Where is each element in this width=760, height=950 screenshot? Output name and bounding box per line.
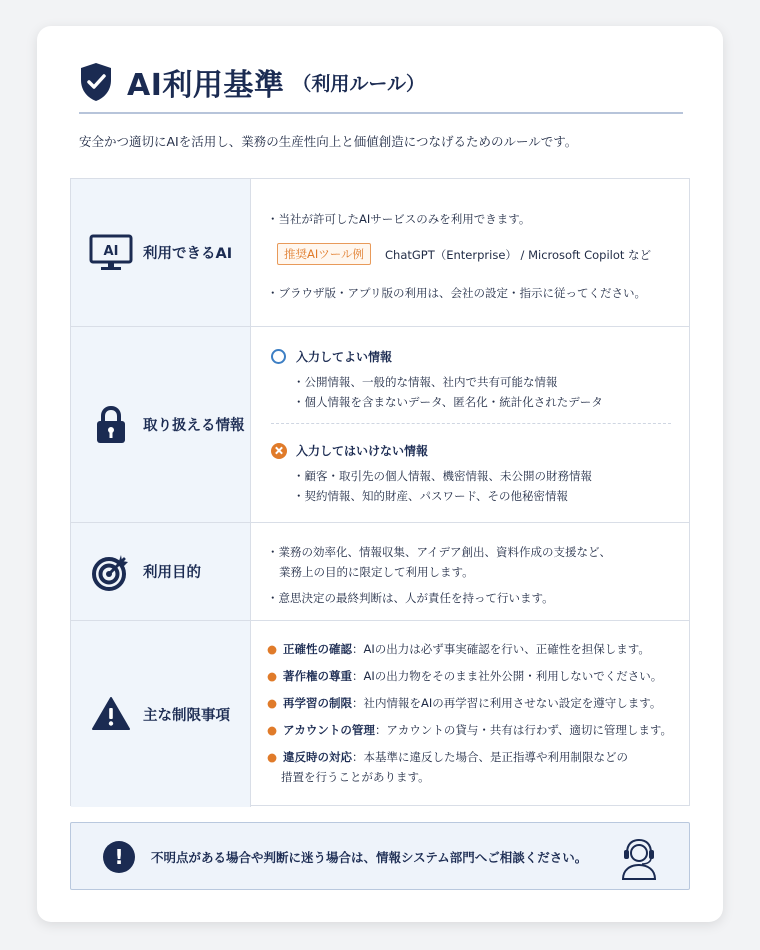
restriction-term: 再学習の制限	[283, 696, 353, 710]
row-restrictions	[71, 621, 689, 807]
exclamation-icon: !	[103, 841, 135, 873]
row-information	[71, 327, 689, 523]
warning-icon	[89, 694, 133, 734]
row-label: 主な制限事項	[143, 707, 230, 724]
restriction-text: ：社内情報をAIの再学習に利用させない設定を遵守します。	[352, 696, 662, 710]
row-purpose	[71, 523, 689, 621]
allowed-info-heading	[271, 348, 392, 365]
row-content-cell	[251, 327, 689, 522]
forbidden-item: ・契約情報、知的財産、パスワード、その他秘密情報	[293, 489, 568, 503]
restriction-item: ● アカウントの管理：アカウントの貸与・共有は行わず、適切に管理します。	[267, 723, 672, 737]
row-content-cell	[251, 523, 689, 620]
title-divider	[79, 112, 683, 114]
restriction-term: 違反時の対応	[283, 750, 353, 764]
allowed-info-title: 入力してよい情報	[296, 350, 393, 364]
bullet-line: ・当社が許可したAIサービスのみを利用できます。	[267, 212, 531, 226]
recommended-tools-tag: 推奨AIツール例	[277, 243, 371, 265]
section-divider	[271, 423, 671, 424]
restriction-text: ：本基準に違反した場合、是正指導や利用制限などの	[352, 750, 629, 764]
restriction-item: ● 違反時の対応：本基準に違反した場合、是正指導や利用制限などの	[267, 750, 629, 764]
row-label: 利用できるAI	[143, 246, 233, 262]
row-label-cell	[71, 327, 251, 522]
bullet-line: ・業務の効率化、情報収集、アイデア創出、資料作成の支援など、	[267, 545, 611, 559]
bullet-line: ・ブラウザ版・アプリ版の利用は、会社の設定・指示に従ってください。	[267, 286, 647, 300]
svg-text:AI: AI	[103, 243, 119, 259]
row-label: 取り扱える情報	[143, 418, 245, 434]
restriction-item: ● 著作権の尊重：AIの出力物をそのまま社外公開・利用しないでください。	[267, 669, 663, 683]
page-subtitle: （利用ルール）	[292, 72, 426, 95]
bullet-line-continued: 業務上の目的に限定して利用します。	[279, 565, 474, 579]
forbidden-info-title: 入力してはいけない情報	[296, 444, 429, 458]
restriction-text: ：AIの出力物をそのまま社外公開・利用しないでください。	[352, 669, 663, 683]
row-label-cell	[71, 621, 251, 807]
restriction-text: ：AIの出力は必ず事実確認を行い、正確性を担保します。	[352, 642, 650, 656]
bullet-line: ・意思決定の最終判断は、人が責任を持って行います。	[267, 591, 554, 605]
row-label-cell	[71, 523, 251, 620]
intro-text: 安全かつ適切にAIを活用し、業務の生産性向上と価値創造につなげるためのルールです。	[79, 134, 578, 149]
restriction-item: ● 正確性の確認：AIの出力は必ず事実確認を行い、正確性を担保します。	[267, 642, 650, 656]
tools-list: ChatGPT（Enterprise） / Microsoft Copilot など	[385, 248, 652, 262]
page-title: AI利用基準	[127, 68, 285, 103]
restriction-term: 正確性の確認	[283, 642, 353, 656]
row-content-cell	[251, 621, 689, 807]
restriction-item: ● 再学習の制限：社内情報をAIの再学習に利用させない設定を遵守します。	[267, 696, 662, 710]
page-header	[79, 60, 425, 104]
row-usable-ai	[71, 179, 689, 327]
forbidden-item: ・顧客・取引先の個人情報、機密情報、未公開の財務情報	[293, 469, 592, 483]
support-agent-icon	[617, 835, 661, 881]
circle-ok-icon	[271, 349, 286, 364]
contact-notice	[70, 822, 690, 890]
allowed-item: ・個人情報を含まないデータ、匿名化・統計化されたデータ	[293, 395, 603, 409]
row-label-cell	[71, 179, 251, 326]
cross-circle-icon	[271, 443, 287, 459]
target-icon	[89, 552, 133, 592]
restriction-term: 著作権の尊重	[283, 669, 353, 683]
notice-text: 不明点がある場合や判断に迷う場合は、情報システム部門へご相談ください。	[151, 850, 588, 865]
shield-check-icon	[79, 62, 113, 102]
forbidden-info-heading	[271, 442, 428, 459]
restriction-term: アカウントの管理	[283, 723, 375, 737]
allowed-item: ・公開情報、一般的な情報、社内で共有可能な情報	[293, 375, 558, 389]
restriction-text: ：アカウントの貸与・共有は行わず、適切に管理します。	[374, 723, 672, 737]
restriction-item-continued: 措置を行うことがあります。	[281, 770, 430, 784]
lock-icon	[89, 405, 133, 445]
rules-card	[37, 26, 723, 922]
rules-table	[70, 178, 690, 806]
ai-monitor-icon	[89, 233, 133, 273]
row-label: 利用目的	[143, 565, 201, 581]
row-content-cell	[251, 179, 689, 326]
